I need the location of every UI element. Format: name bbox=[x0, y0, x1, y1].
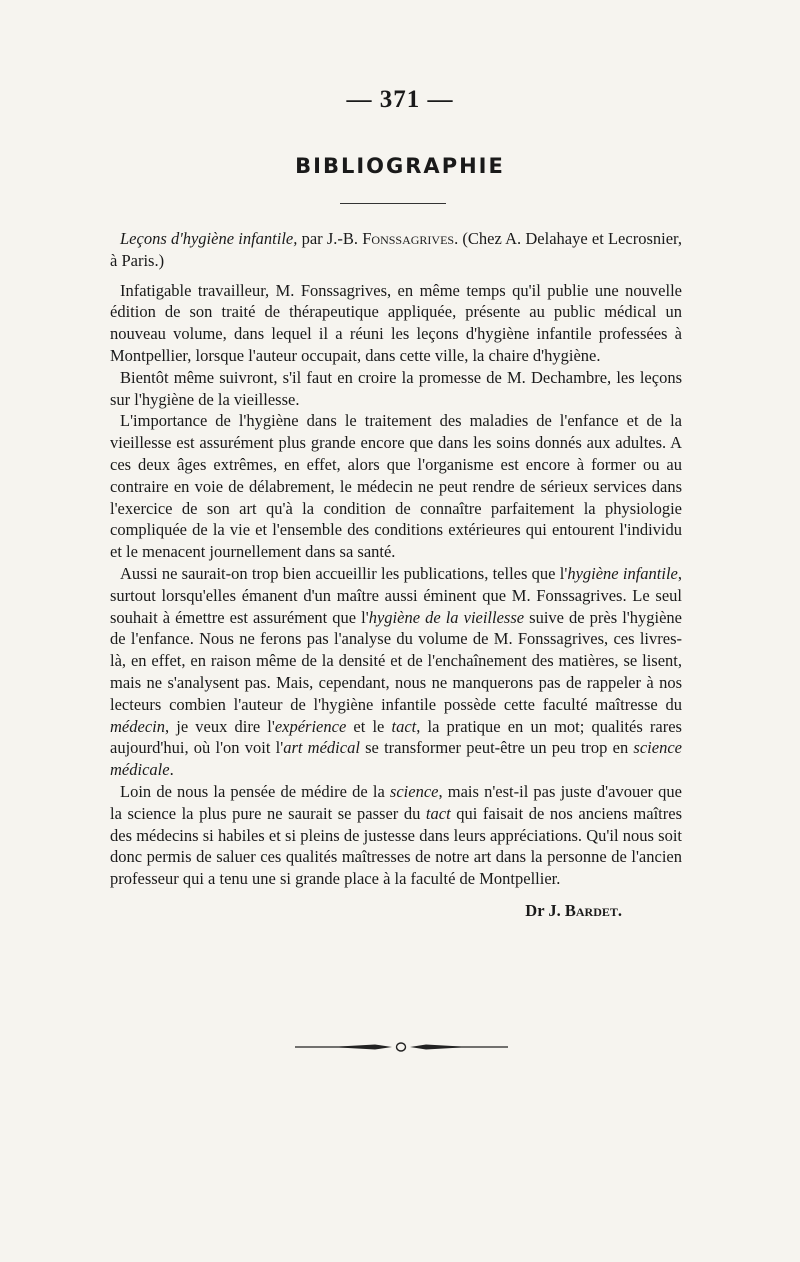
p4-emph-b: hygiène infantile bbox=[567, 563, 678, 583]
p4-emph-l: art médical bbox=[283, 738, 360, 758]
p4-text-e: suive de près l'hygiène de l'enfance. Nous ne ferons pas l'analyse du volume de M. Fonssagrives, ces livres-là, en effet, en raison même de la densité et de l'enchaînement des matières, se lisent, mais ne s'analysent pas. Mais, cependant, nous ne manquerons pas de rappeler à nos lecteurs combien l'auteur de l'hygiène infantile possède cette faculté maîtresse du bbox=[110, 607, 682, 714]
p4-text-k: , la pratique en un mot; qualités rares aujourd'hui, où l'on voit l' bbox=[110, 716, 682, 758]
p4-text-i: et le bbox=[346, 716, 392, 736]
book-title: Leçons d'hygiène infantile, bbox=[120, 229, 298, 248]
paragraph-4 bbox=[110, 563, 682, 781]
p5-text-c: , mais n'est-il pas juste d'avouer que la science la plus pure ne saurait se passer du bbox=[110, 781, 682, 823]
signature-name: Bardet. bbox=[564, 900, 622, 920]
section-title: BIBLIOGRAPHIE bbox=[295, 154, 505, 178]
p4-text-o: . bbox=[169, 760, 174, 780]
p4-emph-n: science médicale bbox=[110, 738, 682, 780]
book-citation bbox=[110, 228, 682, 272]
p5-text-e: qui faisait de nos anciens maîtres des médecins si habiles et si pleins de justesse dans leurs appréciations. Qu'il nous soit donc permis de saluer ces qualités maîtresses de notre art dans la personne de l'ancien professeur qui a tenu une si grande place à la faculté de Montpellier. bbox=[110, 803, 682, 889]
book-publisher: . (Chez A. Delahaye et Lecrosnier, à Paris.) bbox=[110, 229, 682, 270]
p4-text-a: Aussi ne saurait-on trop bien accueillir les publications, telles que l' bbox=[120, 563, 568, 583]
p4-text-m: se transformer peut-être un peu trop en bbox=[359, 738, 634, 758]
paragraph-5 bbox=[110, 781, 682, 890]
p4-emph-f: médecin bbox=[110, 716, 165, 736]
article-body bbox=[110, 228, 682, 922]
p5-text-a: Loin de nous la pensée de médire de la bbox=[120, 781, 390, 801]
p5-emph-d: tact bbox=[425, 803, 451, 823]
p5-emph-b: science bbox=[389, 781, 439, 801]
citation-by: par J.-B. bbox=[297, 229, 363, 248]
p4-emph-j: tact bbox=[391, 716, 417, 736]
page-number: — 371 — bbox=[346, 86, 454, 113]
p4-emph-d: hygiène de la vieillesse bbox=[368, 607, 525, 627]
end-ornament bbox=[0, 1040, 800, 1054]
p4-emph-h: expérience bbox=[274, 716, 347, 736]
title-divider bbox=[340, 203, 446, 204]
paragraph-2: Bientôt même suivront, s'il faut en croire la promesse de M. Dechambre, les leçons sur l'hygiène de la vieillesse. bbox=[110, 367, 682, 409]
book-author: Fonssagrives bbox=[362, 229, 455, 248]
signature-title: Dr J. bbox=[525, 900, 565, 920]
p4-text-g: , je veux dire l' bbox=[164, 716, 275, 736]
paragraph-1: Infatigable travailleur, M. Fonssagrives, en même temps qu'il publie une nouvelle édition de son traité de thérapeutique appliquée, présente au public médical un nouveau volume, dans lequel il a réuni les leçons d'hygiène infantile professées à Montpellier, lorsque l'auteur occupait, dans cette ville, la chaire d'hygiène. bbox=[110, 280, 682, 365]
author-signature bbox=[110, 900, 682, 922]
paragraph-3: L'importance de l'hygiène dans le traitement des maladies de l'enfance et de la vieillesse est assurément plus grande encore que dans les soins donnés aux adultes. A ces deux âges extrêmes, en effet, alors que l'organisme est encore à former ou au contraire en voie de délabrement, le médecin ne peut rendre de sérieux services dans l'exercice de son art qu'à la condition de connaître parfaitement la physiologie compliquée de la vie et l'ensemble des conditions extérieures qui entourent l'individu et le menacent journellement dans sa santé. bbox=[110, 411, 682, 562]
p4-text-c: , surtout lorsqu'elles émanent d'un maître aussi éminent que M. Fonssagrives. Le seul souhait à émettre est assurément que l' bbox=[110, 563, 682, 627]
